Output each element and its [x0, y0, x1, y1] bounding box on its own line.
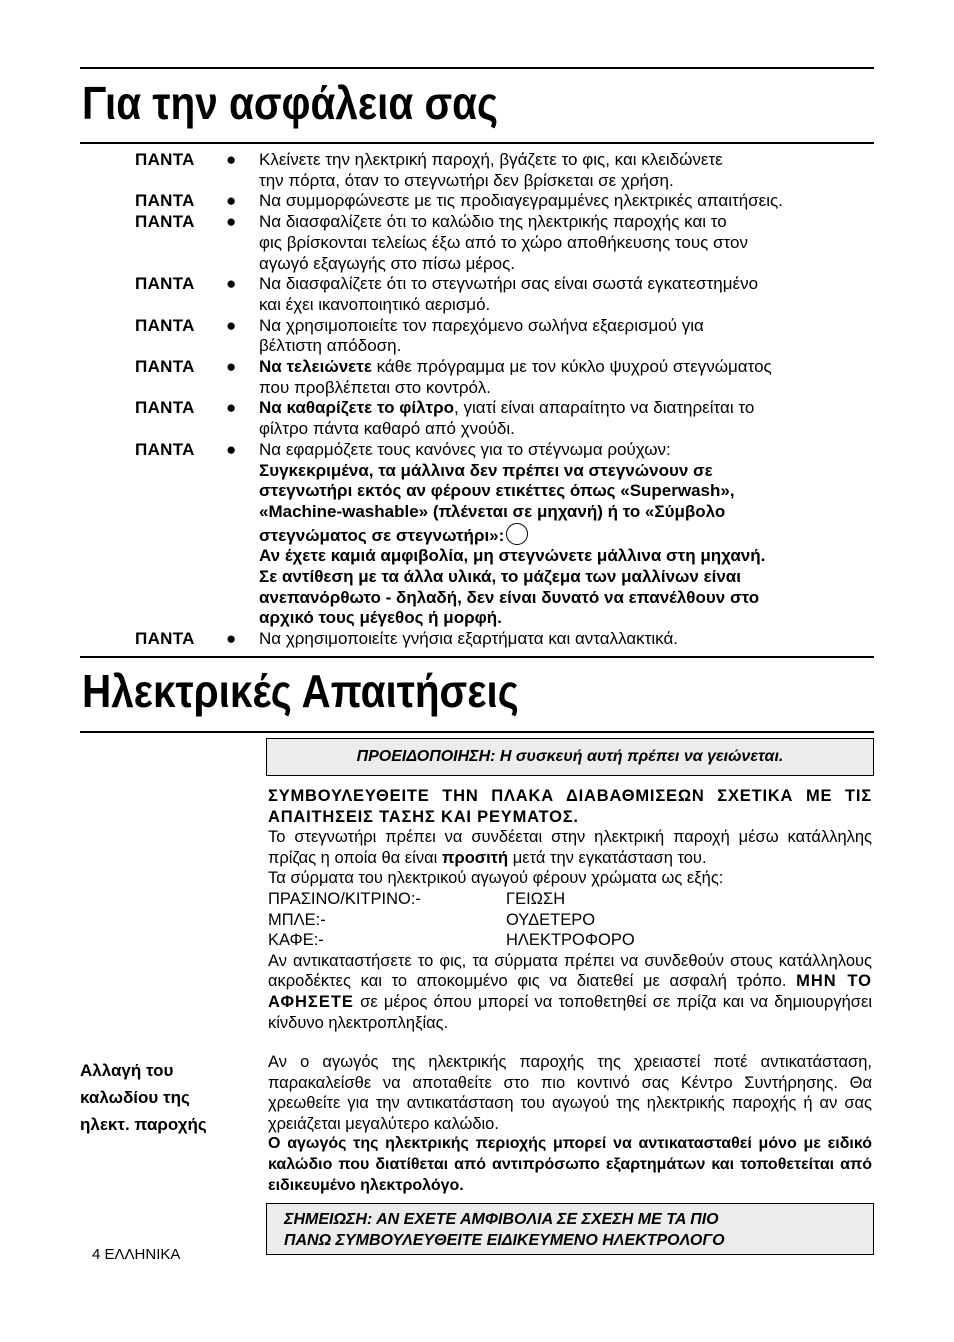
item-text: φίλτρο πάντα καθαρό από χνούδι.	[259, 419, 515, 439]
paragraph	[268, 951, 872, 1033]
item-text: κάθε πρόγραμμα με τον κύκλο ψυχρού στεγνώματος	[371, 357, 772, 377]
note-line: ΠΑΝΩ ΣΥΜΒΟΥΛΕΥΘΕΙΤΕ ΕΙΔΙΚΕΥΜΕΝΟ ΗΛΕΚΤΡΟΛΟΓΟ	[284, 1232, 725, 1249]
bullet: ●	[226, 150, 237, 169]
item-text: Να συμμορφώνεστε με τις προδιαγεγραμμένες ηλεκτρικές απαιτήσεις.	[259, 191, 783, 211]
bullet: ●	[226, 212, 237, 232]
item-text-bold: αρχικό τους μέγεθος ή μορφή.	[259, 608, 502, 628]
item-text-bold: Να καθαρίζετε το φίλτρο	[259, 398, 455, 418]
cable-replacement-body	[268, 1052, 872, 1196]
item-text: φις βρίσκονται τελείως έξω από το χώρο αποθήκευσης τους στον	[259, 232, 748, 252]
item-text-bold: Αν έχετε καμιά αμφιβολία, μη στεγνώνετε μάλλινα στη μηχανή.	[259, 546, 766, 566]
item-text: αγωγό εξαγωγής στο πίσω μέρος.	[259, 253, 516, 273]
item-text-bold: στεγνώματος σε στεγνωτήρι»:	[259, 525, 505, 545]
item-label: ΠΑΝΤΑ	[135, 212, 195, 232]
item-text: βέλτιστη απόδοση.	[259, 336, 402, 356]
bullet: ●	[226, 629, 237, 649]
item-label: ΠΑΝΤΑ	[135, 629, 195, 649]
item-text: Να χρησιμοποιείτε τον παρεχόμενο σωλήνα εξαερισμού για	[259, 315, 704, 335]
safety-title: Για την ασφάλεια σας	[82, 77, 499, 129]
page-footer: 4 ΕΛΛΗΝΙΚΑ	[92, 1246, 181, 1263]
wire-color: ΜΠΛΕ:-	[268, 910, 326, 929]
item-text: την πόρτα, όταν το στεγνωτήρι δεν βρίσκεται σε χρήση.	[259, 170, 674, 190]
title-underline	[80, 731, 874, 733]
note-text	[267, 1204, 873, 1251]
item-label: ΠΑΝΤΑ	[135, 150, 195, 169]
warning-text: ΠΡΟΕΙΔΟΠΟΙΗΣΗ: Η συσκευή αυτή πρέπει να γειώνεται.	[356, 748, 784, 765]
wire-color: ΚΑΦΕ:-	[268, 931, 324, 950]
paragraph: Αν ο αγωγός της ηλεκτρικής παροχής της χρειαστεί ποτέ αντικατάσταση, παρακαλείσθε να αποταθείτε στο πιο κοντινό σας Κέντρο Συντήρησης. Θα χρεωθείτε για την αντικατάσταση του αγωγού της ηλεκτρικής παροχής ή αν σας χρειάζεται μεγαλύτερο καλώδιο.	[268, 1053, 872, 1133]
paragraph-text: μετά την εγκατάσταση του.	[508, 848, 707, 867]
note-line: ΣΗΜΕΙΩΣΗ: ΑΝ ΕΧΕΤΕ ΑΜΦΙΒΟΛΙΑ ΣΕ ΣΧΕΣΗ ΜΕ ΤΑ ΠΙΟ	[284, 1211, 719, 1228]
paragraph-text-bold: ΜΗΝ ΤΟ ΑΦΗΣΕΤΕ	[268, 972, 872, 1011]
item-text: Να διασφαλίζετε ότι το καλώδιο της ηλεκτρικής παροχής και το	[259, 212, 727, 232]
paragraph-text: Το στεγνωτήρι πρέπει να συνδέεται στην ηλεκτρική παροχή μέσω κατάλληλης πρίζας η οποία θα είναι	[268, 828, 872, 867]
wire-row	[268, 889, 872, 910]
bullet: ●	[226, 315, 237, 335]
list-item	[0, 212, 954, 274]
paragraph-text: σε μέρος όπου μπορεί να τοποθετηθεί σε πρίζα και να δημιουργήσει κίνδυνο ηλεκτροπληξίας.	[268, 992, 872, 1032]
item-text: που προβλέπεται στο κοντρόλ.	[259, 377, 491, 397]
item-label: ΠΑΝΤΑ	[135, 315, 195, 335]
bullet: ●	[226, 274, 237, 294]
item-text: και έχει ικανοποιητικό αερισμό.	[259, 294, 491, 314]
item-text: Κλείνετε την ηλεκτρική παροχή, βγάζετε το φις, και κλειδώνετε	[259, 150, 723, 169]
item-text-bold: Να τελειώνετε	[259, 357, 372, 377]
bullet: ●	[226, 439, 237, 459]
item-text: Να διασφαλίζετε ότι το στεγνωτήρι σας είναι σωστά εγκατεστημένο	[259, 274, 759, 294]
electrical-title: Ηλεκτρικές Απαιτήσεις	[82, 665, 519, 717]
warning-box	[266, 738, 874, 776]
bullet: ●	[226, 398, 237, 418]
side-heading	[80, 1057, 250, 1138]
bullet: ●	[226, 191, 237, 211]
wire-row	[268, 910, 872, 931]
electrical-body	[268, 786, 872, 1033]
item-label: ΠΑΝΤΑ	[135, 274, 195, 294]
paragraph-text: Αν αντικαταστήσετε το φις, τα σύρματα πρέπει να συνδεθούν στους κατάλληλους ακροδέκτες και το αποκομμένο φις να διατεθεί με ασφαλή τρόπο.	[268, 951, 872, 991]
item-text-bold: «Machine-washable» (πλένεται σε μηχανή) ή το «Σύμβολο	[259, 501, 726, 521]
item-text-bold: στεγνωτήρι εκτός αν φέρουν ετικέττες όπως «Superwash»,	[259, 481, 735, 501]
list-item	[0, 398, 954, 439]
side-heading-line: ηλεκτ. παροχής	[80, 1115, 207, 1134]
tumble-dry-symbol-icon	[506, 523, 528, 545]
wires-intro: Τα σύρματα του ηλεκτρικού αγωγού φέρουν χρώματα ως εξής:	[268, 869, 724, 888]
side-heading-line: Αλλαγή του	[80, 1061, 174, 1080]
safety-list	[0, 150, 954, 650]
item-label: ΠΑΝΤΑ	[135, 357, 195, 377]
list-item	[0, 357, 954, 398]
item-label: ΠΑΝΤΑ	[135, 191, 195, 211]
list-item	[0, 629, 954, 650]
title-underline	[80, 142, 874, 144]
list-item	[0, 150, 954, 191]
paragraph	[268, 827, 872, 868]
item-text: , γιατί είναι απαραίτητο να διατηρείται το	[454, 398, 755, 418]
bullet: ●	[226, 357, 237, 377]
list-item	[0, 274, 954, 315]
item-text-bold: Συγκεκριμένα, τα μάλλινα δεν πρέπει να στεγνώνουν σε	[259, 460, 713, 480]
list-item	[0, 440, 954, 629]
item-label: ΠΑΝΤΑ	[135, 398, 195, 418]
section-rule	[80, 656, 874, 658]
wire-meaning: ΗΛΕΚΤΡΟΦΟΡΟ	[506, 931, 635, 950]
list-item	[0, 316, 954, 357]
wire-meaning: ΓΕΙΩΣΗ	[506, 889, 566, 908]
side-heading-line: καλωδίου της	[80, 1088, 190, 1107]
wire-color: ΠΡΑΣΙΝΟ/ΚΙΤΡΙΝΟ:-	[268, 889, 421, 908]
paragraph-bold: Ο αγωγός της ηλεκτρικής περιοχής μπορεί να αντικατασταθεί μόνο με ειδικό καλώδιο που διατίθεται από αντιπρόσωπο εξαρτημάτων και τοποθετείται από ειδικευμένο ηλεκτρολόγο.	[268, 1135, 872, 1194]
wire-meaning: ΟΥΔΕΤΕΡΟ	[506, 910, 596, 929]
item-text: Να χρησιμοποιείτε γνήσια εξαρτήματα και ανταλλακτικά.	[259, 629, 678, 649]
item-label: ΠΑΝΤΑ	[135, 439, 195, 459]
note-box	[266, 1203, 874, 1255]
item-text-bold: ανεπανόρθωτο - δηλαδή, δεν είναι δυνατό να επανέλθουν στο	[259, 587, 760, 607]
item-text-bold: Σε αντίθεση με τα άλλα υλικά, το μάζεμα των μαλλίνων είναι	[259, 567, 741, 587]
consult-text: ΣΥΜΒΟΥΛΕΥΘΕΙΤΕ ΤΗΝ ΠΛΑΚΑ ΔΙΑΒΑΘΜΙΣΕΩΝ ΣΧΕΤΙΚΑ ΜΕ ΤΙΣ ΑΠΑΙΤΗΣΕΙΣ ΤΑΣΗΣ ΚΑΙ ΡΕΥΜΑΤΟΣ.	[268, 787, 872, 826]
list-item	[0, 191, 954, 212]
paragraph-text-bold: προσιτή	[441, 848, 509, 867]
wire-row	[268, 930, 872, 951]
item-text: Να εφαρμόζετε τους κανόνες για το στέγνωμα ρούχων:	[259, 439, 671, 459]
top-rule	[80, 67, 874, 69]
